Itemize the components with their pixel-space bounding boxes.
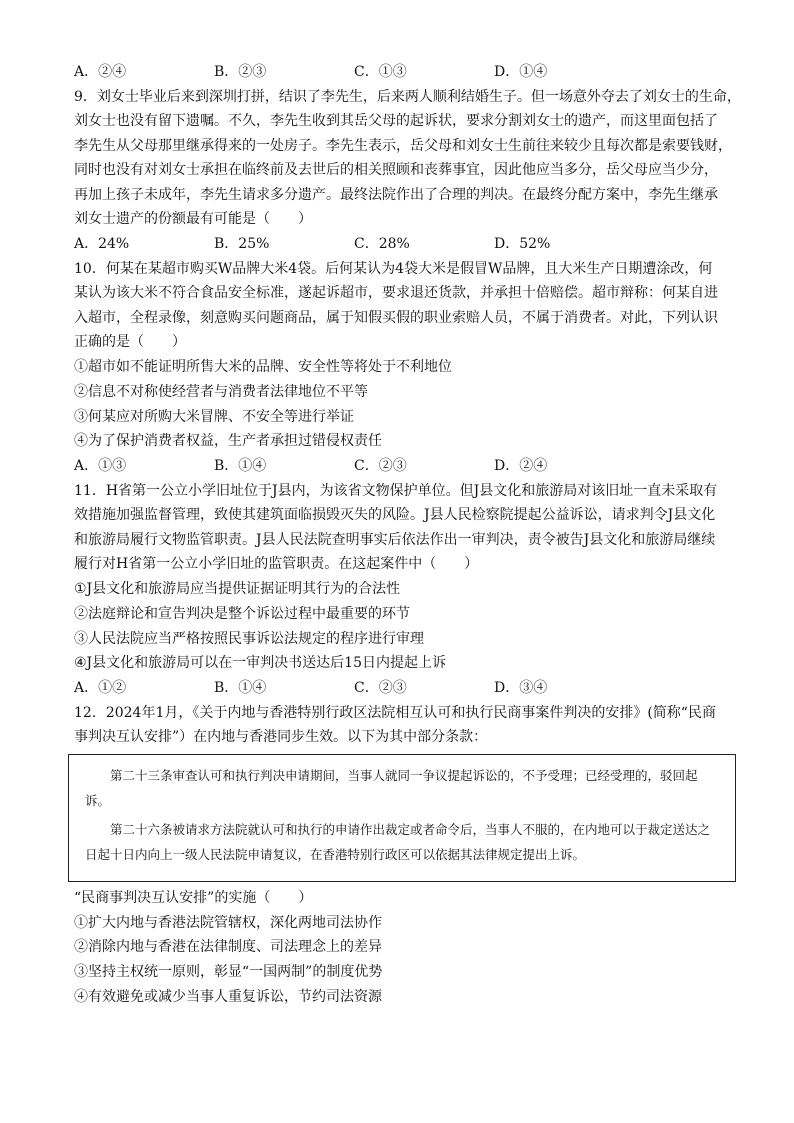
q9-options (74, 232, 730, 257)
question-10 (74, 257, 730, 355)
q10-options (74, 454, 730, 479)
option-d: D．①④ (494, 64, 548, 80)
option-c: C．②③ (354, 680, 407, 697)
statement: ③坚持主权统一原则，彰显“一国两制”的制度优势 (74, 964, 383, 981)
option-b: B．①④ (214, 680, 267, 697)
statement: ④有效避免或减少当事人重复诉讼，节约司法资源 (74, 989, 382, 1006)
question-text-line: 刘女士也没有留下遗嘱。不久，李先生收到其岳父母的起诉状，要求分割刘女士的遗产，而这里面包括了 (74, 113, 718, 130)
question-text-line: 和旅游局履行文物监管职责。J县人民法院查明事实后依法作出一审判决，责令被告J县文化和旅游局继续 (74, 531, 716, 548)
option-c: C．②③ (354, 458, 407, 475)
question-text-line: 再加上孩子未成年，李先生请求多分遗产。最终法院作出了合理的判决。在最终分配方案中，李先生继承 (74, 186, 718, 203)
option-a: A．②④ (74, 64, 127, 80)
option-d: D．②④ (494, 458, 548, 475)
question-11 (74, 479, 730, 577)
question-text-line: 履行对H省第一公立小学旧址的监管职责。在这起案件中（ ） (74, 556, 479, 573)
option-b: B．25% (214, 236, 270, 253)
question-text-line: 某认为该大米不符合食品安全标准，遂起诉超市，要求退还货款，并承担十倍赔偿。超市辩称：何某自进 (74, 285, 718, 302)
option-c: C．①③ (354, 64, 407, 80)
question-12 (74, 701, 730, 750)
statement: ②信息不对称使经营者与消费者法律地位不平等 (74, 383, 368, 400)
question-text-line: 同时也没有对刘女士承担在临终前及去世后的相关照顾和丧葬事宜，因此他应当多分，岳父母应当少分， (74, 162, 718, 179)
question-text-line: 事判决互认安排”）在内地与香港同步生效。以下为其中部分条款： (74, 729, 488, 746)
article-23: 第二十三条审查认可和执行判决申请期间，当事人就同一争议提起诉讼的，不予受理；已经受理的，驳回起诉。 (85, 767, 698, 808)
q11-options (74, 676, 730, 701)
question-text-line: 12．2024年1月，《关于内地与香港特别行政区法院相互认可和执行民商事案件判决的安排》(简称“民商 (74, 704, 716, 721)
question-text-line: 入超市，全程录像，刻意购买问题商品，属于知假买假的职业索赔人员，不属于消费者。对此，下列认识 (74, 309, 718, 326)
option-a: A．①③ (74, 458, 127, 475)
option-c: C．28% (354, 236, 410, 253)
option-b: B．②③ (214, 64, 267, 80)
option-d: D．③④ (494, 680, 548, 697)
option-b: B．①④ (214, 458, 267, 475)
question-text-line: 效措施加强监督管理，致使其建筑面临损毁灭失的风险。J县人民检察院提起公益诉讼，请求判令J县文化 (74, 507, 716, 524)
statement: ③何某应对所购大米冒牌、不安全等进行举证 (74, 408, 354, 425)
question-prompt: “民商事判决互认安排”的实施（ ） (74, 889, 313, 906)
quoted-articles-box (68, 754, 736, 882)
statement: ②法庭辩论和宣告判决是整个诉讼过程中最重要的环节 (74, 605, 410, 622)
question-text-line: 刘女士遗产的份额最有可能是（ ） (74, 211, 312, 228)
question-text-line: 李先生从父母那里继承得来的一处房子。李先生表示，岳父母和刘女士生前往来较少且每次都是索要钱财， (74, 137, 732, 154)
article-26: 第二十六条被请求方法院就认可和执行的申请作出裁定或者命令后，当事人不服的，在内地可以于裁定送达之日起十日内向上一级人民法院申请复议，在香港特别行政区可以依据其法律规定提出上诉。 (85, 821, 711, 862)
statement: ④J县文化和旅游局可以在一审判决书送达后15日内提起上诉 (74, 655, 446, 672)
statement: ①J县文化和旅游局应当提供证据证明其行为的合法性 (74, 581, 401, 597)
option-d: D．52% (494, 236, 551, 253)
statement: ③人民法院应当严格按照民事诉讼法规定的程序进行审理 (74, 630, 424, 647)
statement: ②消除内地与香港在法律制度、司法理念上的差异 (74, 939, 382, 956)
option-a: A．①② (74, 680, 127, 697)
question-text-line: 11．H省第一公立小学旧址位于J县内，为该省文物保护单位。但J县文化和旅游局对该旧址一直未采取有 (74, 482, 718, 499)
question-text-line: 9．刘女士毕业后来到深圳打拼，结识了李先生，后来两人顺利结婚生子。但一场意外夺去了刘女士的生命， (74, 88, 741, 105)
question-text-line: 正确的是（ ） (74, 334, 186, 351)
q8-options (74, 60, 730, 85)
option-a: A．24% (74, 236, 130, 253)
question-9 (74, 85, 741, 233)
statement: ①超市如不能证明所售大米的品牌、安全性等将处于不利地位 (74, 358, 452, 375)
statement: ④为了保护消费者权益，生产者承担过错侵权责任 (74, 433, 382, 450)
statement: ①扩大内地与香港法院管辖权，深化两地司法协作 (74, 914, 382, 931)
question-text-line: 10．何某在某超市购买W品牌大米4袋。后何某认为4袋大米是假冒W品牌，且大米生产日期遭涂改，何 (74, 260, 713, 277)
